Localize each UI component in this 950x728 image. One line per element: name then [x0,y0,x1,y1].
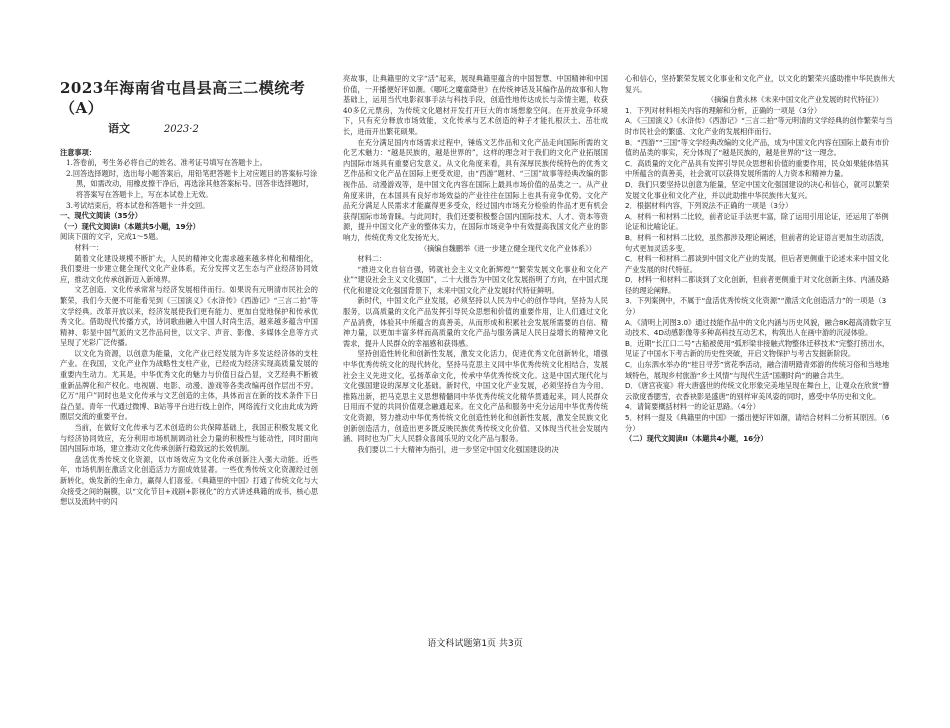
note-item: 3.考试结束后，将本试卷和答题卡一并交回。 [66,200,210,210]
subject-name: 语文 [108,122,130,135]
option: D．材料一和材料二都谈到了文化创新，但前者更侧重于对文化创新主体、内涵及路径的理论阐释。 [625,275,890,295]
paragraph: 亮故事，让典籍里的文字“活”起来，展现典籍里蕴含的中国智慧、中国精神和中国价值，一开播便好评如潮。《哪吒之魔童降世》在传统神话及其编作品的故事和人物基础上，运用当代电影叙事手法与科技手段，创造性地传达成长与亲情主题，收获40多亿元票房，为传统文化题材开发打开巨大的市场想象空间。在开放竞争环境下，只有充分释放市场效能，文化传承与艺术创造的种子才能扎根沃土、茁壮成长，进而开出繁花硕果。 [343,74,608,136]
question-4: 4．请简要概括材料一的论证思路。（4分） [625,402,760,412]
option: D．《唐宫夜宴》将大唐盛世的传统文化形象完美地呈现在舞台上，让观众在欣赏“簪云欲度香腮雪，衣香袂影是盛唐”的别样审美风姿的同时，感受中华历史和文化。 [625,381,890,401]
option: D．我们只要坚持以创意为能量，坚定中国文化强国建设的决心和信心，就可以繁荣发展文化事业和文化产业，并以此助推中华民族伟大复兴。 [625,179,890,200]
right-column [625,74,895,724]
notes-list [60,158,318,211]
paragraph: 盘活优秀传统文化资源，以市场效应为文化传承创新注入强大动能。近些年，市场机制在激活文化创造活力方面成效显著。一些优秀传统文化资源经过创新转化，焕发新的生命力，赢得人们喜爱。《典籍里的中国》打通了传统文化与大众接受之间的隔膜，以“文化节目+戏剧+影视化”的方式讲述典籍的成书、核心思想以及流转中的闪 [60,454,318,507]
option: A．《三国演义》《水浒传》《西游记》“三言二拍”等元明清的文学经典的创作繁荣与当时市民社会的繁盛、文化产业的发展相伴而行。 [625,116,893,136]
paragraph: 以文化为资源，以创意为能量，文化产业已经发展为许多发达经济体的支柱产业。在我国，文化产业作为战略性支柱产业，已经成为经济实现高质量发展的重要内生动力。尤其是，中华优秀文化的魅力与价值日益凸显，文艺经典不断被重新品牌化和产权化。电视剧、电影、动漫、游戏等各类改编再创作层出不穷。亿万“用户”同时也是文化传承与文艺创造的主体，具体而言在新的技术条件下日益凸显。青年一代通过微博、B站等平台进行线上创作，网络流行文化由此成为跨圈层交流的重要平台。 [60,348,318,422]
page-footer: 语文科试题第1页 共3页 [427,639,523,649]
section-heading: 一、现代文阅读（35分） [60,211,142,221]
subsection-heading: （二）现代文阅读II（本题共4小题，16分） [625,434,768,444]
source-citation: （摘编自黄永林《未来中国文化产业发展的时代特征》） [706,95,883,105]
option: B．材料一和材料二比较，虽然都涉及理论阐述，但前者的论证语言更加生动活泼，句式更加灵活多变。 [625,232,889,253]
question-2: 2．根据材料内容，下列说法不正确的一项是（3分） [625,201,793,211]
note-item: 1.答卷前，考生务必将自己的姓名、准考证号填写在答题卡上。 [66,158,267,168]
option: B．近期“长江口二号”古船被使用“弧形梁非接触式物整体迁移技术”完整打捞出水，见证了中国水下考古新的历史性突破，开启文物保护与考古发掘新阶段。 [625,338,890,359]
paragraph: 我们要以二十大精神为指引，进一步坚定中国文化强国建设的决 [357,444,559,454]
note-item: 2.回答选择题时，选出每小题答案后，用铅笔把答题卡上对应题目的答案标号涂黑，如需改动，用橡皮擦干净后，再选涂其他答案标号。回答非选择题时，将答案写在答题卡上，写在本试卷上无效。 [66,168,318,199]
paragraph: 坚持创造性转化和创新性发展，激发文化活力，促进优秀文化创新转化，增强中华优秀传统文化的现代转化，坚持马克思主义同中华优秀传统文化相结合，发展社会主义先进文化，弘扬革命文化，传承中华优秀传统文化。这是中国式现代化与文化强国建设的深厚文化基础。新时代，中国文化产业发展，必须坚持自为今用、推陈出新，把马克思主义思想精髓同中华优秀传统文化精华贯通起来，同人民群众日用而不觉的共同价值观念融通起来。在文化产品和服务中充分运用中华优秀传统文化资源，努力推动中华优秀传统文化创造性转化和创新性发展，激发全民族文化创新创造活力，创造出更多既反映民族优秀传统文化价值、又体现当代社会发展内涵、同时也为广大人民群众喜闻乐见的文化产品与服务。 [343,349,608,444]
question-3: 3．下列案例中，不属于“盘活优秀传统文化资源”“激活文化创造活力”的一项是（3分） [625,296,887,317]
subject-line [108,124,318,136]
reading-instruction: 阅读下面的文字，完成1～5题。 [60,232,163,242]
paragraph: 随着文化建设规模不断扩大，人民的精神文化需求越来越多样化和精细化，我们要进一步建立健全现代文化产业体系，充分发挥文艺生态与产业经济协同效应，推动文化传承创新迈入新境界。 [60,253,318,284]
paragraph: 心和信心，坚持繁荣发展文化事业和文化产业，以文化的繁荣兴盛助推中华民族伟大复兴。 [625,74,895,94]
option: A．材料一和材料二比较，前者论证手法更丰富，除了运用引用论证，还运用了举例论证和比喻论证。 [625,211,889,232]
middle-column [343,74,608,724]
subsection-heading: （一）现代文阅读I（本题共5小题，19分） [60,221,200,231]
option: C．材料一和材料二都谈到中国文化产业的发展，但后者更侧重于论述未来中国文化产业发展的时代特征。 [625,254,889,274]
paragraph: 新时代，中国文化产业发展，必须坚持以人民为中心的创作导向，坚持为人民服务，以高质量的文化产品发挥引导民众思想和价值的重要作用，让人们通过文化产品消费，体验其中所蕴含的真善美，从而形成和积累社会发展所需要的自信、精神力量，以更加丰富多样而高质量的文化产品与服务满足人民日益增长的精神文化需求，提升人民群众的幸福感和获得感。 [343,296,608,348]
paragraph: “推进文化自信自强，铸就社会主义文化新辉煌”“繁荣发展文化事业和文化产业”“建设社会主义文化强国”，二十大报告为中国文化发展指明了方向，在中国式现代化和建设文化强国背景下，未来中国文化产业发展时代特征鲜明。 [343,264,608,295]
paragraph: 文艺创造、文化传承常常与经济发展相伴而行。如果说有元明清市民社会的繁荣，我们今天便不可能看见到《三国演义》《水浒传》《西游记》“三言二拍”等文学经典。改革开放以来，经济发展使我们更有能力、更加自觉地保护和传承优秀文化。借助现代传播方式，诗词歌曲融入中国人时尚生活，越来越多蕴含中国精神、彰显中国气派的文艺作品问世，以文字、声音、影像、多媒体全息等方式呈现了光彩广泛传播。 [60,285,318,348]
source-citation: （摘编自魏鹏举《进一步建立健全现代文化产业体系》） [419,243,596,253]
question-1: 1．下列对材料相关内容的理解和分析，正确的一项是（3分） [625,105,822,115]
left-column [60,78,318,728]
exam-date: 2023·2 [163,124,199,135]
option: C．高质量的文化产品具有发挥引导民众思想和价值的重要作用，民众如果能体悟其中所蕴含的真善美，社会就可以获得发展所需的人力资本和精神力量。 [625,158,889,179]
option: A．《清明上河图3.0》通过技能作品中的文化内涵与历史风貌，融合8K超高清数字互动技术、4D动感影像等多种高科技互动艺术，构筑出人在画中游的沉浸体验。 [625,317,892,338]
material-label: 材料一： [74,242,104,252]
option: C．山东泗水举办的“桂日寻芳”赏花季活动，融合清明踏青郊游的传统习俗和当地地域特色，展现乡村旅游“乡土风情”与现代生活“国潮时尚”的融合共生。 [625,360,890,380]
question-5: 5．材料一提及《典籍里的中国》一播出便好评如潮，请结合材料二分析其原因。（6分） [625,413,890,433]
notes-heading: 注意事项： [60,147,96,157]
option: B．“西游”“三国”等文学经典改编的文化产品，成为中国文化内容在国际上最有市价值的品类的事实，充分体现了“越是民族的，越是世界的”这一理念。 [625,137,890,158]
paragraph: 当前，在做好文化传承与艺术创造的公共保障基础上，我国正积极发展文化与经济协同效应，充分利用市场机制调动社会力量的积极性与能动性，同时面向国内国际市场，建立推动文化传承创新行稳致远的长效机制。 [60,423,318,454]
material-label: 材料二： [357,254,387,264]
exam-title: 2023年海南省屯昌县高三二模统考（A） [60,79,306,117]
paragraph: 在充分满足国内市场需求过程中，锤炼文艺作品和文化产品走向国际所需的文化艺术魅力：“越是民族的，越是世界的”，这样的理念对于我们的文化产业拓展国内国际市场具有重要启发意义。从文化角度来看，具有深厚民族传统特色的优秀文艺作品和文化产品在国际上更受欢迎，由“西游”题材、“三国”故事等经典改编的影视作品、动漫游戏等，是中国文化内容在国际上最具市场价值的品类之一。从产业角度来讲，在本国具有良好市场效益的产业往往在国际上也具有竞争优势。文化产品充分满足人民需求才能赢得更多受众，经过国内市场充分检验的作品才更有机会获得国际市场青睐。与此同时，我们还要积极整合国内国际技术、人才、资本等资源，提升中国文化产业的整体实力，在国际市场竞争中有效提高我国文化产业的影响力，传统优秀文化发扬光大。 [343,137,608,242]
